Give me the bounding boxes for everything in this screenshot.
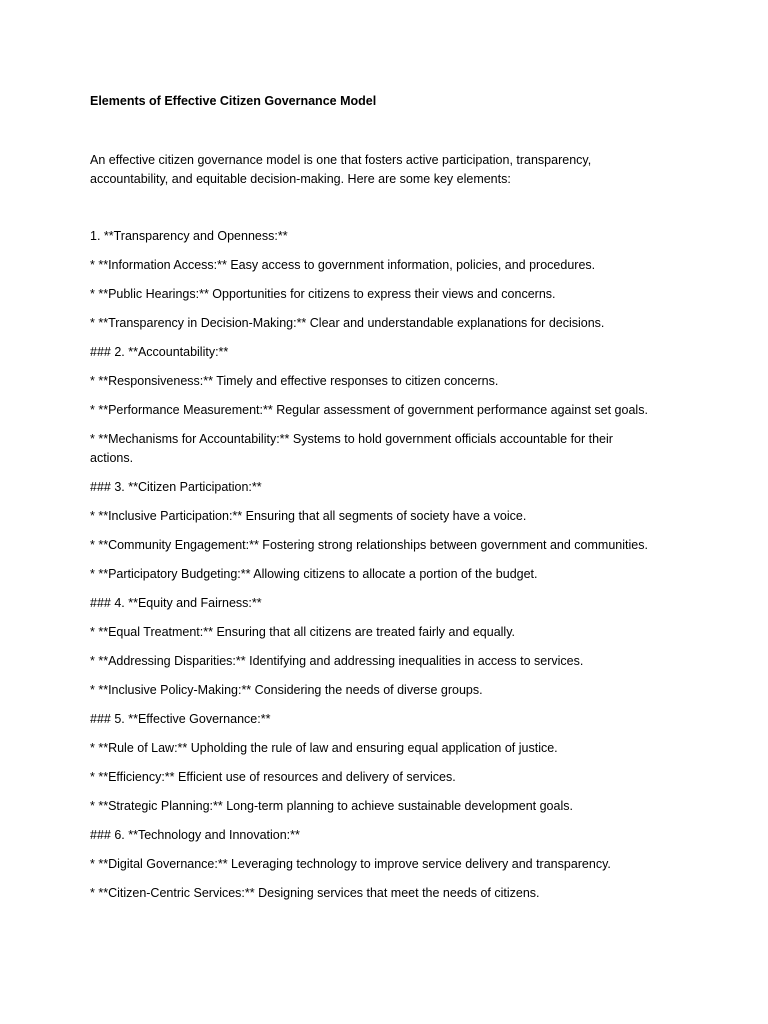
bullet-item: * **Public Hearings:** Opportunities for citizens to express their views and concerns. bbox=[90, 287, 556, 301]
bullet-item: * **Information Access:** Easy access to government information, policies, and procedures. bbox=[90, 258, 596, 272]
section-heading: 1. **Transparency and Openness:** bbox=[90, 229, 288, 243]
bullet-item: * **Equal Treatment:** Ensuring that all citizens are treated fairly and equally. bbox=[90, 625, 515, 639]
section-heading: ### 6. **Technology and Innovation:** bbox=[90, 828, 300, 842]
bullet-item: * **Participatory Budgeting:** Allowing citizens to allocate a portion of the budget. bbox=[90, 567, 538, 581]
document-title: Elements of Effective Citizen Governance Model bbox=[90, 94, 377, 108]
bullet-item: * **Inclusive Policy-Making:** Considering the needs of diverse groups. bbox=[90, 683, 483, 697]
bullet-item: * **Citizen-Centric Services:** Designing services that meet the needs of citizens. bbox=[90, 886, 540, 900]
bullet-item: * **Community Engagement:** Fostering strong relationships between government and communities. bbox=[90, 538, 648, 552]
bullet-item: * **Efficiency:** Efficient use of resources and delivery of services. bbox=[90, 770, 456, 784]
bullet-item: * **Addressing Disparities:** Identifying and addressing inequalities in access to services. bbox=[90, 654, 584, 668]
intro-line: An effective citizen governance model is one that fosters active participation, transparency, bbox=[90, 153, 592, 167]
bullet-item: * **Strategic Planning:** Long-term planning to achieve sustainable development goals. bbox=[90, 799, 573, 813]
bullet-item-continuation: actions. bbox=[90, 451, 134, 465]
bullet-item: * **Mechanisms for Accountability:** Systems to hold government officials accountable for their bbox=[90, 432, 613, 446]
section-heading: ### 5. **Effective Governance:** bbox=[90, 712, 271, 726]
bullet-item: * **Rule of Law:** Upholding the rule of law and ensuring equal application of justice. bbox=[90, 741, 558, 755]
intro-line: accountability, and equitable decision-making. Here are some key elements: bbox=[90, 172, 511, 186]
bullet-item: * **Performance Measurement:** Regular assessment of government performance against set goals. bbox=[90, 403, 648, 417]
section-heading: ### 4. **Equity and Fairness:** bbox=[90, 596, 262, 610]
section-heading: ### 3. **Citizen Participation:** bbox=[90, 480, 262, 494]
intro-paragraph bbox=[90, 151, 690, 189]
section-heading: ### 2. **Accountability:** bbox=[90, 345, 229, 359]
bullet-item: * **Digital Governance:** Leveraging technology to improve service delivery and transparency. bbox=[90, 857, 611, 871]
bullet-item: * **Transparency in Decision-Making:** Clear and understandable explanations for decisions. bbox=[90, 316, 605, 330]
bullet-item: * **Responsiveness:** Timely and effective responses to citizen concerns. bbox=[90, 374, 499, 388]
bullet-item: * **Inclusive Participation:** Ensuring that all segments of society have a voice. bbox=[90, 509, 527, 523]
